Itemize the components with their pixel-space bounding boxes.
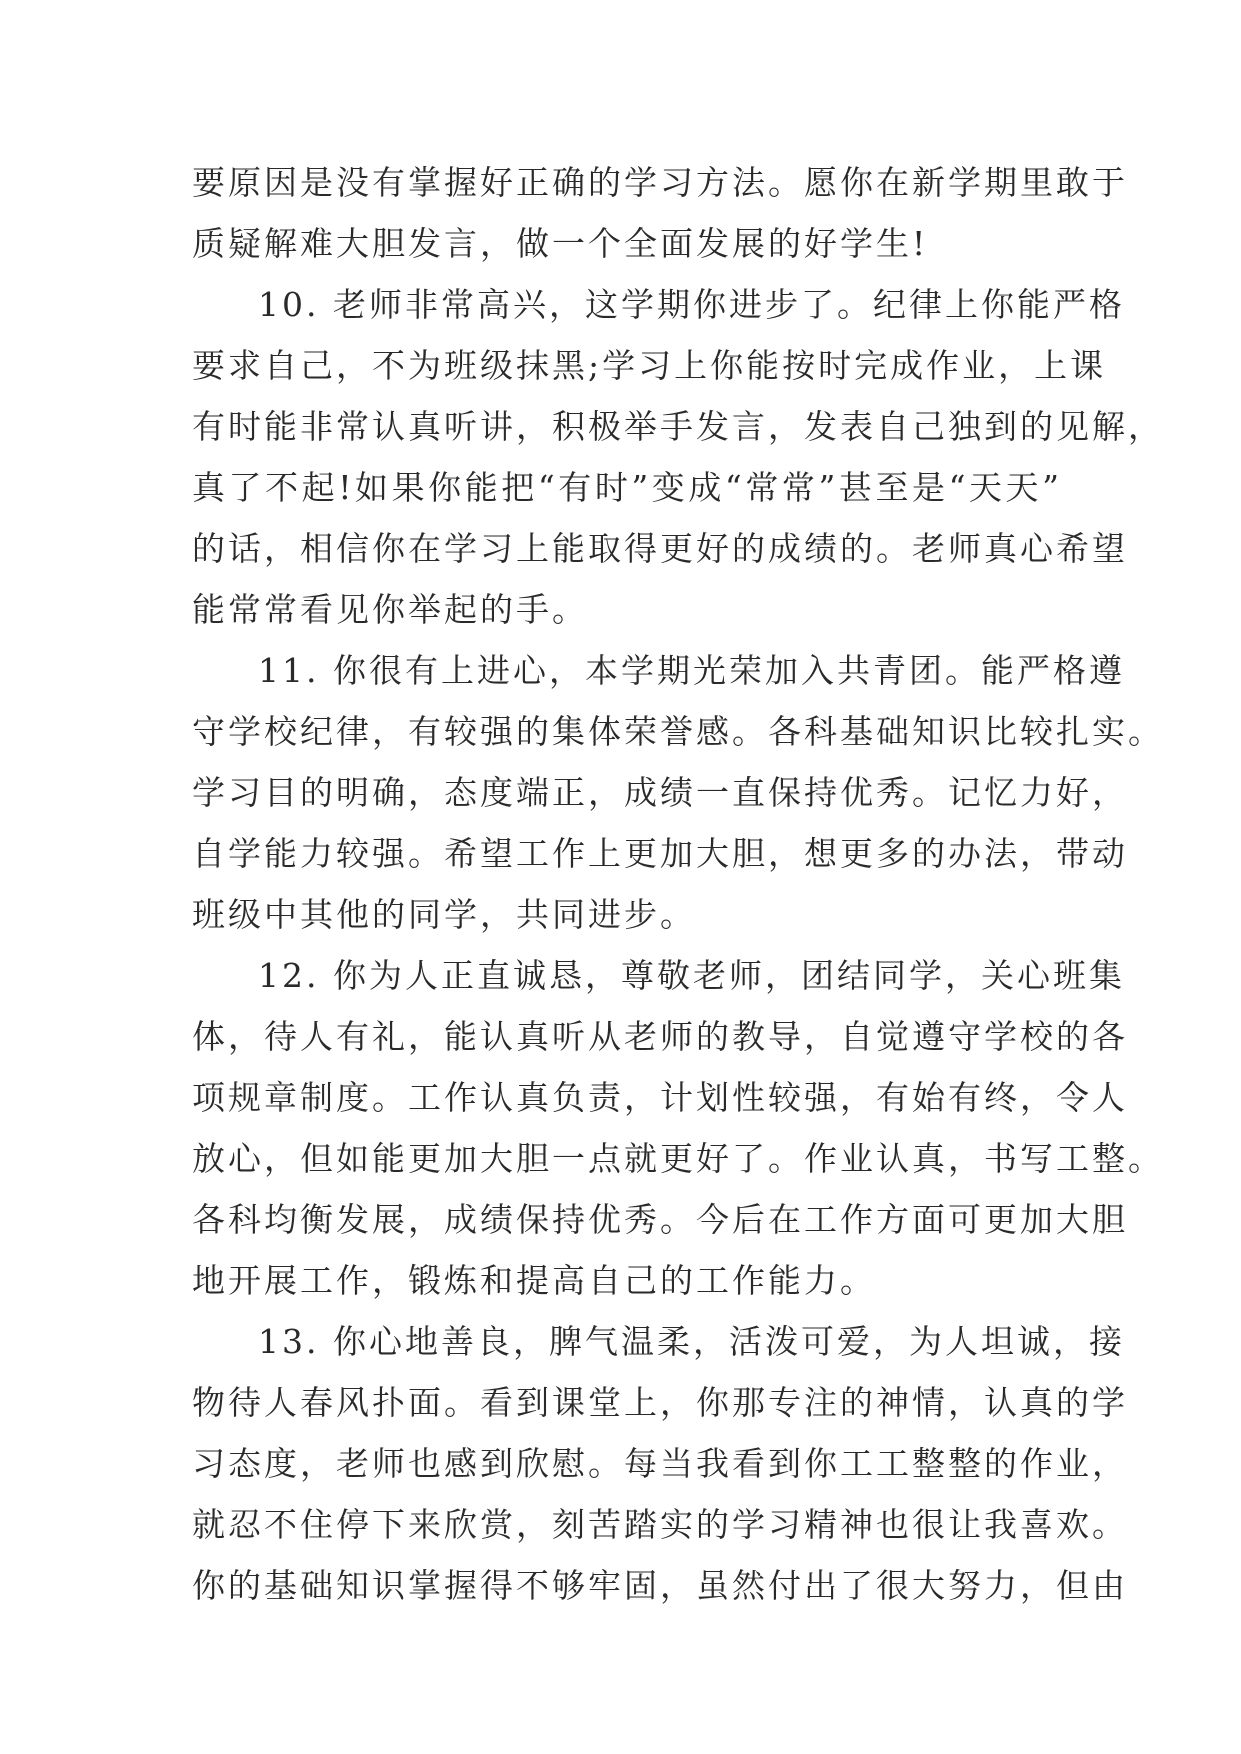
text-line: 项规章制度。工作认真负责，计划性较强，有始有终，令人	[192, 1078, 1128, 1117]
text-line: 自学能力较强。希望工作上更加大胆，想更多的办法，带动	[192, 834, 1128, 873]
text-line: 你的基础知识掌握得不够牢固，虽然付出了很大努力，但由	[192, 1566, 1128, 1605]
text-line: 体，待人有礼，能认真听从老师的教导，自觉遵守学校的各	[192, 1017, 1128, 1056]
text-line: 放心，但如能更加大胆一点就更好了。作业认真，书写工整。	[192, 1139, 1164, 1178]
text-line: 的话，相信你在学习上能取得更好的成绩的。老师真心希望	[192, 529, 1128, 568]
text-line: 各科均衡发展，成绩保持优秀。今后在工作方面可更加大胆	[192, 1200, 1128, 1239]
text-line: 要求自己，不为班级抹黑;学习上你能按时完成作业，上课	[192, 346, 1107, 385]
text-line: 习态度，老师也感到欣慰。每当我看到你工工整整的作业，	[192, 1444, 1128, 1483]
text-line: 班级中其他的同学，共同进步。	[192, 895, 696, 934]
text-line: 物待人春风扑面。看到课堂上，你那专注的神情，认真的学	[192, 1383, 1128, 1422]
paragraph-first-line: 13. 你心地善良，脾气温柔，活泼可爱，为人坦诚，接	[258, 1322, 1125, 1361]
text-line: 有时能非常认真听讲，积极举手发言，发表自己独到的见解，	[192, 407, 1164, 446]
paragraph-first-line: 10. 老师非常高兴，这学期你进步了。纪律上你能严格	[258, 285, 1125, 324]
text-line: 能常常看见你举起的手。	[192, 590, 588, 629]
text-line: 要原因是没有掌握好正确的学习方法。愿你在新学期里敢于	[192, 163, 1128, 202]
text-line: 学习目的明确，态度端正，成绩一直保持优秀。记忆力好，	[192, 773, 1128, 812]
text-line: 地开展工作，锻炼和提高自己的工作能力。	[192, 1261, 876, 1300]
text-line: 真了不起!如果你能把“有时”变成“常常”甚至是“天天”	[192, 468, 1062, 507]
paragraph-first-line: 11. 你很有上进心，本学期光荣加入共青团。能严格遵	[258, 651, 1125, 690]
text-line: 守学校纪律，有较强的集体荣誉感。各科基础知识比较扎实。	[192, 712, 1164, 751]
body-text	[192, 152, 1164, 1616]
text-line: 就忍不住停下来欣赏，刻苦踏实的学习精神也很让我喜欢。	[192, 1505, 1128, 1544]
paragraph-first-line: 12. 你为人正直诚恳，尊敬老师，团结同学，关心班集	[258, 956, 1125, 995]
text-line: 质疑解难大胆发言，做一个全面发展的好学生!	[192, 224, 929, 263]
